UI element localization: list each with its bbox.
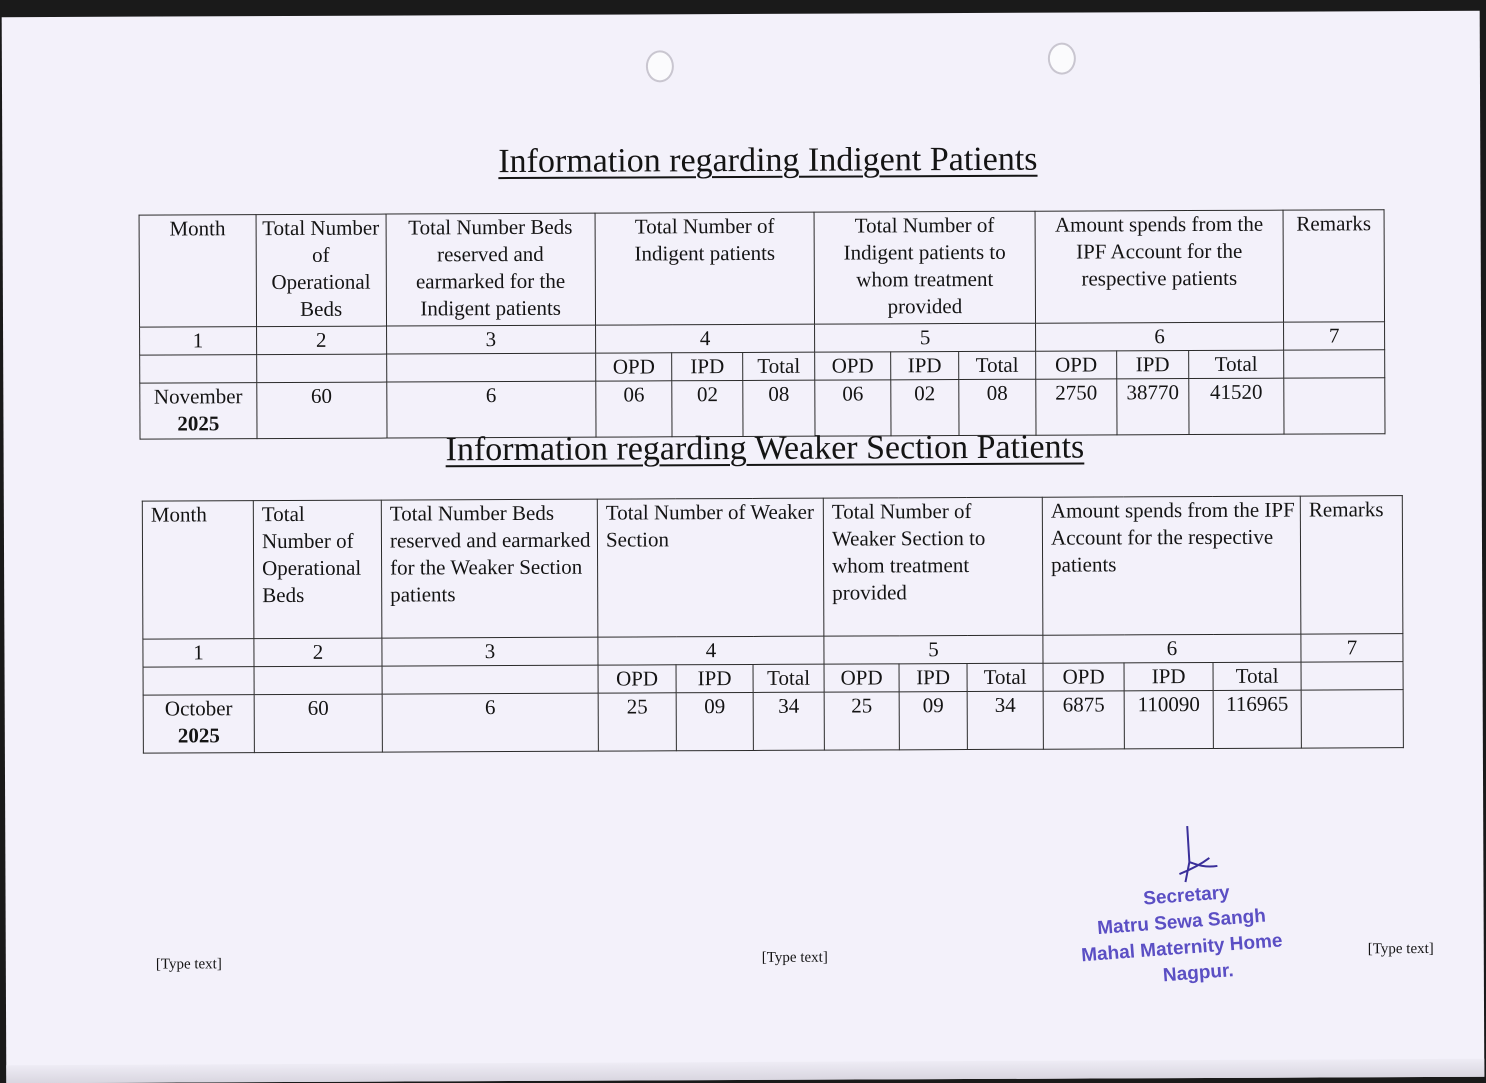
col-number: 7 [1284,322,1385,350]
patients-ipd: 02 [672,381,743,437]
amount-total: 41520 [1188,378,1284,434]
stamp-line-org: Matru Sewa Sangh [1096,905,1267,940]
stamp-line-home: Mahal Maternity Home [1080,930,1284,967]
sub-header: OPD [1043,663,1124,691]
header-beds: Total Number of Operational Beds [253,500,382,639]
indigent-header-row [139,210,1384,327]
treated-ipd: 02 [890,380,959,436]
header-month: Month [139,215,256,328]
header-remarks: Remarks [1283,210,1384,322]
punch-hole-right [1048,43,1076,75]
header-treated: Total Number of Indigent patients to whom treatment provided [814,211,1035,324]
month-name: November [153,384,243,409]
beds-value: 60 [257,382,387,439]
col-number: 6 [1043,634,1301,663]
punch-hole-left [646,50,674,82]
weaker-table [142,495,1404,753]
page-edge [6,1059,1484,1083]
col-number: 5 [824,635,1043,664]
amount-opd: 6875 [1043,691,1124,749]
col-number: 3 [382,637,598,666]
treated-total: 08 [959,379,1036,435]
sub-header: OPD [1035,351,1117,379]
sub-header: IPD [1124,662,1213,690]
weaker-header-row [142,496,1403,639]
amount-opd: 2750 [1035,379,1117,435]
sub-header: IPD [1117,351,1189,379]
sub-header: Total [1213,662,1301,690]
header-amount: Amount spends from the IPF Account for the respective patients [1042,496,1301,635]
amount-ipd: 110090 [1124,690,1213,748]
stamp-line-secretary: Secretary [1142,882,1231,910]
header-amount: Amount spends from the IPF Account for the respective patients [1035,210,1284,323]
sub-header: IPD [676,664,753,692]
col-number: 7 [1301,634,1403,662]
reserved-value: 6 [386,381,596,438]
month-cell [143,695,254,753]
sub-header: IPD [672,353,743,381]
treated-total: 34 [967,691,1043,749]
header-patients: Total Number of Indigent patients [595,212,815,325]
footer-center: [Type text] [761,949,828,966]
amount-total: 116965 [1213,690,1301,748]
col-number: 4 [598,636,824,665]
header-reserved: Total Number Beds reserved and earmarked for the Indigent patients [386,213,596,326]
indigent-title: Information regarding Indigent Patients [498,140,1038,181]
sub-header: OPD [596,353,673,381]
weaker-data-row [143,690,1403,753]
sub-header: OPD [824,664,899,692]
sub-header: OPD [598,665,676,693]
patients-total: 34 [753,692,824,750]
col-number: 2 [256,326,386,355]
patients-total: 08 [743,380,816,436]
document-page [2,11,1485,1083]
beds-value: 60 [254,694,382,753]
header-treated: Total Number of Weaker Section to whom treatment provided [823,497,1043,636]
stamp-line-city: Nagpur. [1162,960,1235,987]
sub-header: IPD [890,352,959,380]
patients-ipd: 09 [676,692,753,750]
treated-opd: 06 [815,380,891,436]
month-year: 2025 [177,411,220,436]
footer-left: [Type text] [155,956,222,973]
remarks-value [1284,378,1385,434]
header-reserved: Total Number Beds reserved and earmarked for the Weaker Section patients [381,499,598,638]
col-number: 1 [140,327,257,356]
sub-header: OPD [815,352,891,380]
sub-header: Total [967,663,1043,691]
treated-ipd: 09 [899,692,967,750]
official-stamp [1067,854,1346,1004]
col-number: 5 [815,323,1036,352]
amount-ipd: 38770 [1117,379,1189,435]
col-number: 4 [595,324,814,353]
col-number: 2 [254,638,382,667]
sub-header: Total [753,664,824,692]
patients-opd: 06 [596,381,673,437]
sub-header: IPD [899,664,967,692]
col-number: 3 [386,325,595,354]
header-remarks: Remarks [1300,496,1403,634]
sub-header: Total [959,351,1036,379]
reserved-value: 6 [382,693,598,752]
footer-right: [Type text] [1367,940,1434,958]
remarks-value [1301,690,1403,748]
treated-opd: 25 [824,692,899,750]
month-name: October [164,696,233,721]
sub-header: Total [1188,350,1284,378]
indigent-table [139,209,1386,439]
col-number: 1 [143,639,254,667]
col-number: 6 [1035,322,1284,351]
header-patients: Total Number of Weaker Section [597,498,824,637]
weaker-title: Information regarding Weaker Section Patients [445,428,1085,469]
month-year: 2025 [177,723,220,748]
header-month: Month [142,501,254,639]
patients-opd: 25 [598,693,676,751]
sub-header: Total [742,352,815,380]
month-cell [140,383,257,440]
header-beds: Total Number of Operational Beds [256,214,386,327]
